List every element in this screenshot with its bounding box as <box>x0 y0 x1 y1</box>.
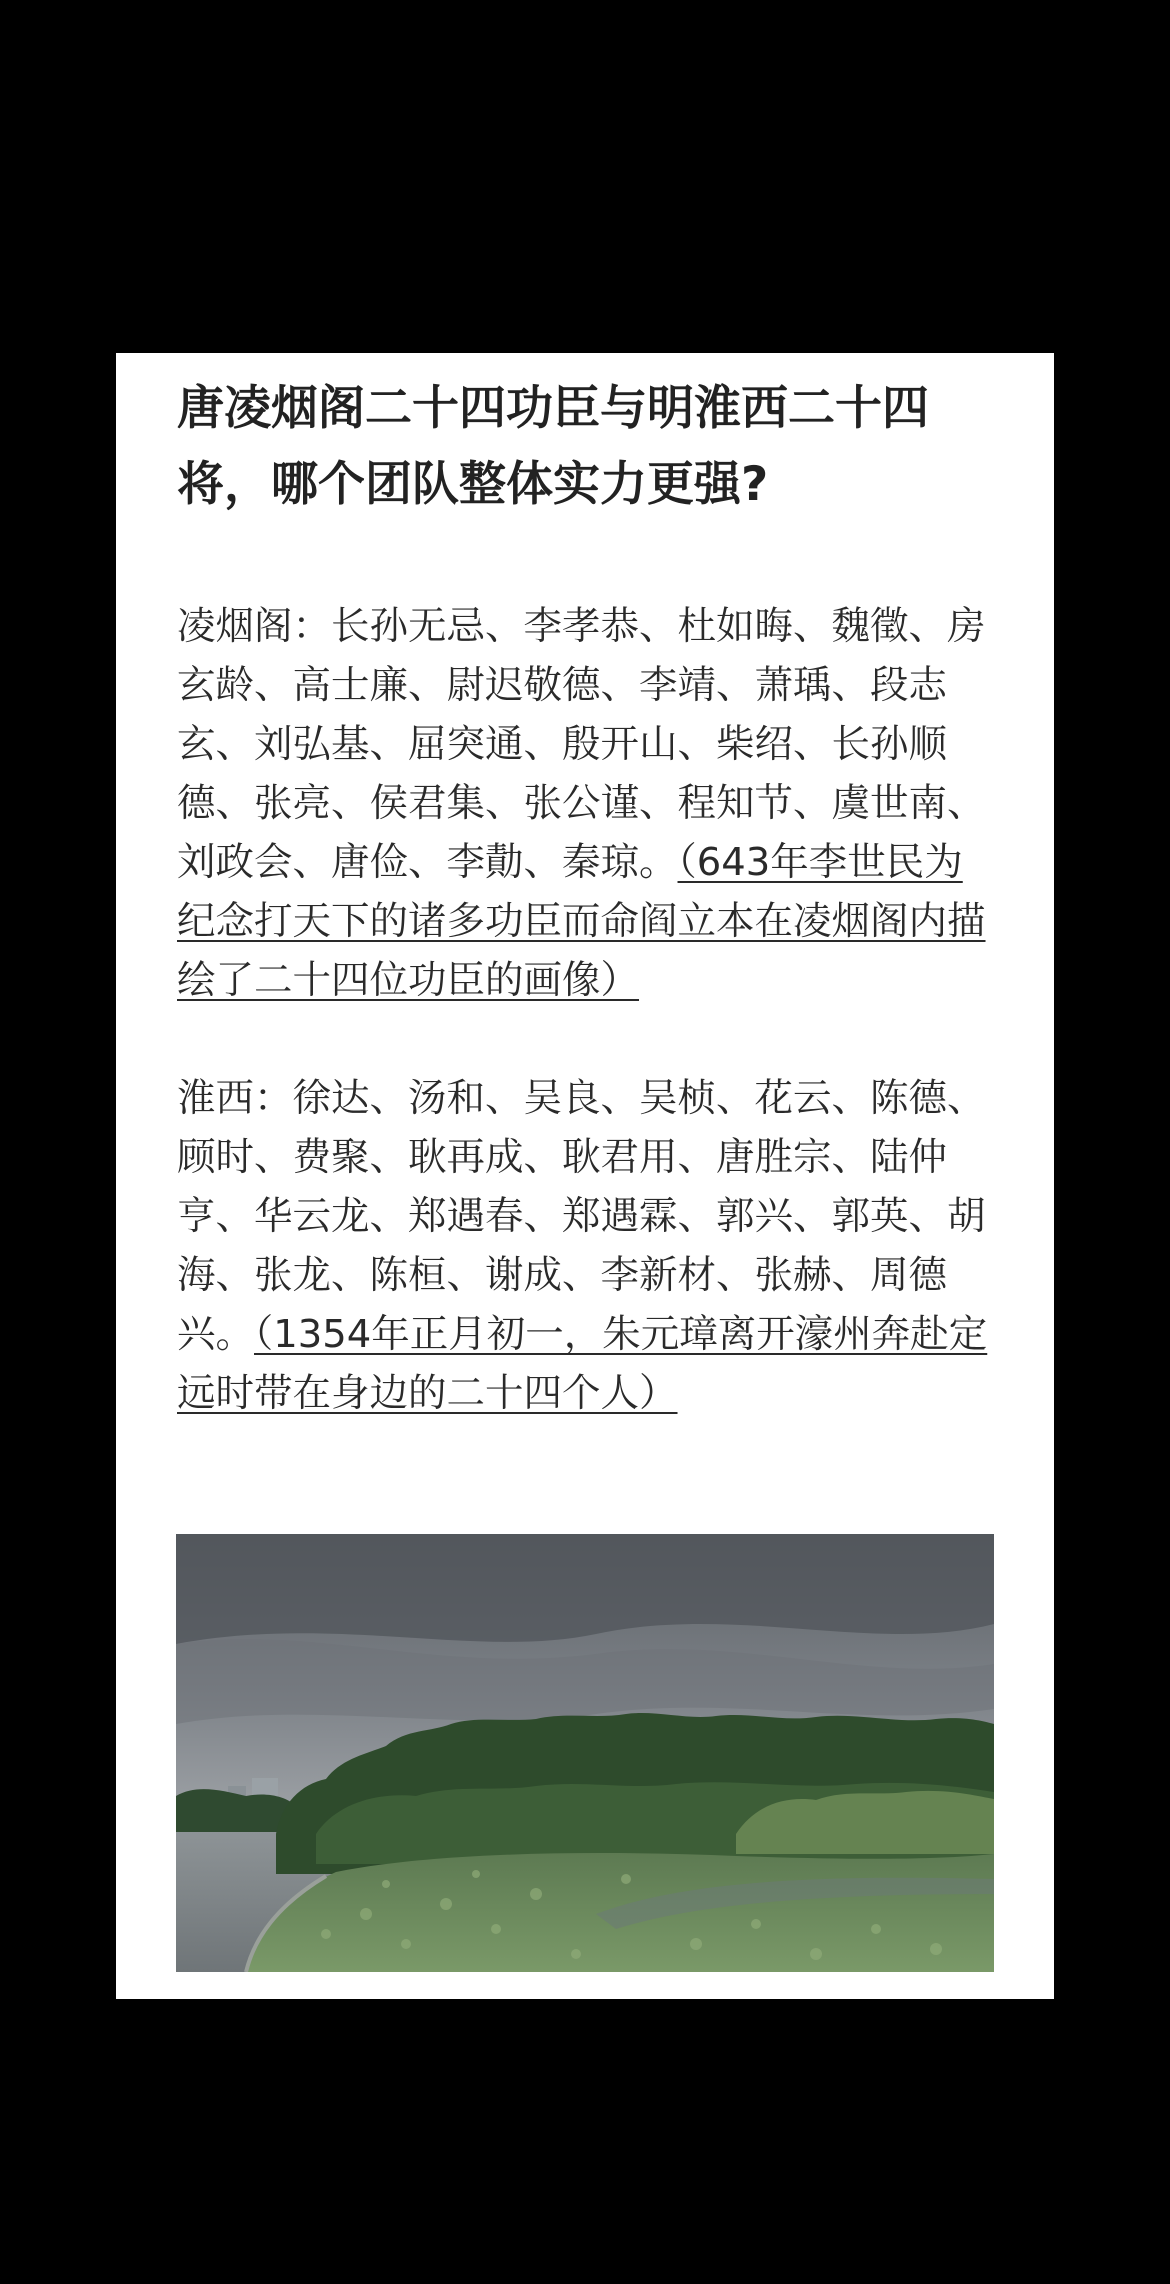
paragraph-lingyange <box>177 597 997 1010</box>
article-content <box>177 371 997 1423</box>
article-title: 唐凌烟阁二十四功臣与明淮西二十四将，哪个团队整体实力更强? <box>177 381 929 512</box>
cloud-band <box>176 1534 994 1644</box>
paragraph-lingyange-note: （643年李世民为纪念打天下的诸多功臣而命阎立本在凌烟阁内描绘了二十四位功臣的画像） <box>177 840 986 1003</box>
paragraph-huaixi <box>177 1069 997 1423</box>
lake-photo <box>176 1534 994 1972</box>
paragraph-lingyange-text: 凌烟阁：长孙无忌、李孝恭、杜如晦、魏徵、房玄龄、高士廉、尉迟敬德、李靖、萧瑀、段志玄、刘弘基、屈突通、殷开山、柴绍、长孙顺德、张亮、侯君集、张公谨、程知节、虞世南、刘政会、唐俭、李勣、秦琼。 <box>177 604 986 885</box>
paragraph-huaixi-text: 淮西：徐达、汤和、吴良、吴桢、花云、陈德、顾时、费聚、耿再成、耿君用、唐胜宗、陆仲亨、华云龙、郑遇春、郑遇霖、郭兴、郭英、胡海、张龙、陈桓、谢成、李新材、张赫、周德兴。 <box>177 1076 986 1357</box>
paragraph-huaixi-note: （1354年正月初一，朱元璋离开濠州奔赴定远时带在身边的二十四个人） <box>177 1312 988 1416</box>
article-card <box>116 353 1054 1999</box>
